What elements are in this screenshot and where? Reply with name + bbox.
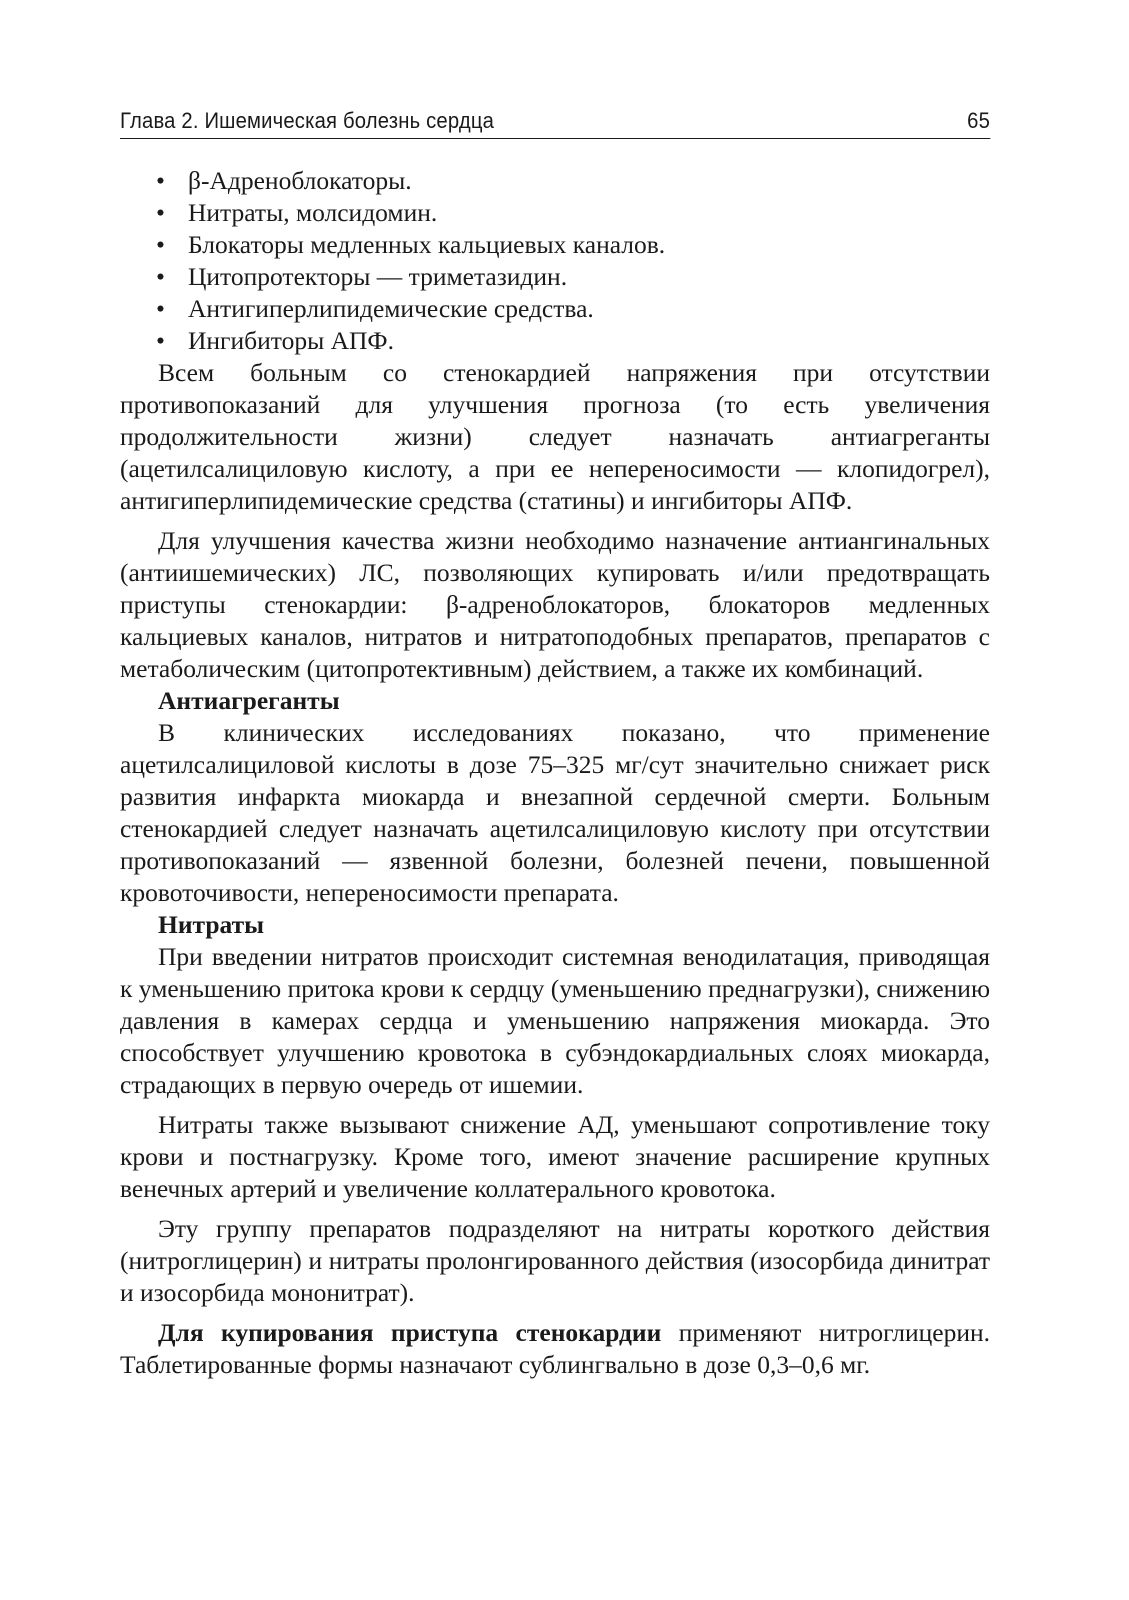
list-item-text: Нитраты, молсидомин. — [188, 198, 438, 227]
list-item-text: Антигиперлипидемические средства. — [188, 294, 594, 323]
bullet-icon: • — [156, 326, 165, 355]
list-item-text: β-Адреноблокаторы. — [188, 166, 412, 195]
paragraph-prognosis: Всем больным со стенокардией напряжения при отсутствии противопоказаний для улучшения прогноза (то есть увеличения продолжительности жизни) следует назначать антиагреганты (ацетилсалициловую кислоту, а при ее непереносимости — клопидогрел), антигиперлипидемические средства (статины) и ингибиторы АПФ. — [120, 358, 990, 515]
running-header — [120, 108, 990, 139]
section-heading-antiagregants: Антиагреганты — [158, 686, 340, 715]
paragraph-aspirin: В клинических исследованиях показано, что применение ацетилсалициловой кислоты в дозе 75–325 мг/сут значительно снижает риск развития инфаркта миокарда и внезапной сердечной смерти. Больным стенокардией следует назначать ацетилсалициловую кислоту при отсутствии противопоказаний — язвенной болезни, болезней печени, повышенной кровоточивости, непереносимости препарата. — [120, 718, 990, 907]
bullet-icon: • — [156, 166, 165, 195]
list-item — [156, 261, 990, 293]
paragraph-angina-relief — [120, 1317, 990, 1381]
bullet-icon: • — [156, 262, 165, 291]
page-number: 65 — [967, 108, 991, 133]
list-item — [156, 165, 990, 197]
bullet-icon: • — [156, 198, 165, 227]
drug-group-list — [120, 165, 990, 357]
paragraph-quality-of-life: Для улучшения качества жизни необходимо назначение антиангинальных (антиишемических) ЛС, позволяющих купировать и/или предотвращать приступы стенокардии: β-адреноблокаторов, блокаторов медленных кальциевых каналов, нитратов и нитратоподобных препаратов, препаратов с метаболическим (цитопротективным) действием, а также их комбинаций. — [120, 526, 990, 683]
list-item — [156, 293, 990, 325]
list-item-text: Цитопротекторы — триметазидин. — [188, 262, 568, 291]
chapter-title: Глава 2. Ишемическая болезнь сердца — [120, 108, 495, 133]
page-body — [120, 165, 990, 1381]
list-item-text: Блокаторы медленных кальциевых каналов. — [188, 230, 666, 259]
section-heading-nitrates: Нитраты — [158, 910, 265, 939]
list-item — [156, 197, 990, 229]
book-page — [120, 108, 990, 1381]
list-item — [156, 229, 990, 261]
bullet-icon: • — [156, 230, 165, 259]
bullet-icon: • — [156, 294, 165, 323]
paragraph-text: применяют нитроглицерин. Таблетированные формы назначают сублингвально в дозе 0,3–0,6 мг. — [120, 1318, 990, 1379]
paragraph-nitrates-mechanism: При введении нитратов происходит системная венодилатация, приводящая к уменьшению притока крови к сердцу (уменьшению преднагрузки), снижению давления в камерах сердца и уменьшению напряжения миокарда. Это способствует улучшению кровотока в субэндокардиальных слоях миокарда, страдающих в первую очередь от ишемии. — [120, 942, 990, 1099]
list-item — [156, 325, 990, 357]
bold-lead-in: Для купирования приступа стенокардии — [158, 1318, 662, 1347]
paragraph-nitrates-groups: Эту группу препаратов подразделяют на нитраты короткого действия (нитроглицерин) и нитраты пролонгированного действия (изосорбида динитрат и изосорбида мононитрат). — [120, 1214, 990, 1307]
list-item-text: Ингибиторы АПФ. — [188, 326, 394, 355]
paragraph-nitrates-effects: Нитраты также вызывают снижение АД, уменьшают сопротивление току крови и постнагрузку. Кроме того, имеют значение расширение крупных венечных артерий и увеличение коллатерального кровотока. — [120, 1110, 990, 1203]
